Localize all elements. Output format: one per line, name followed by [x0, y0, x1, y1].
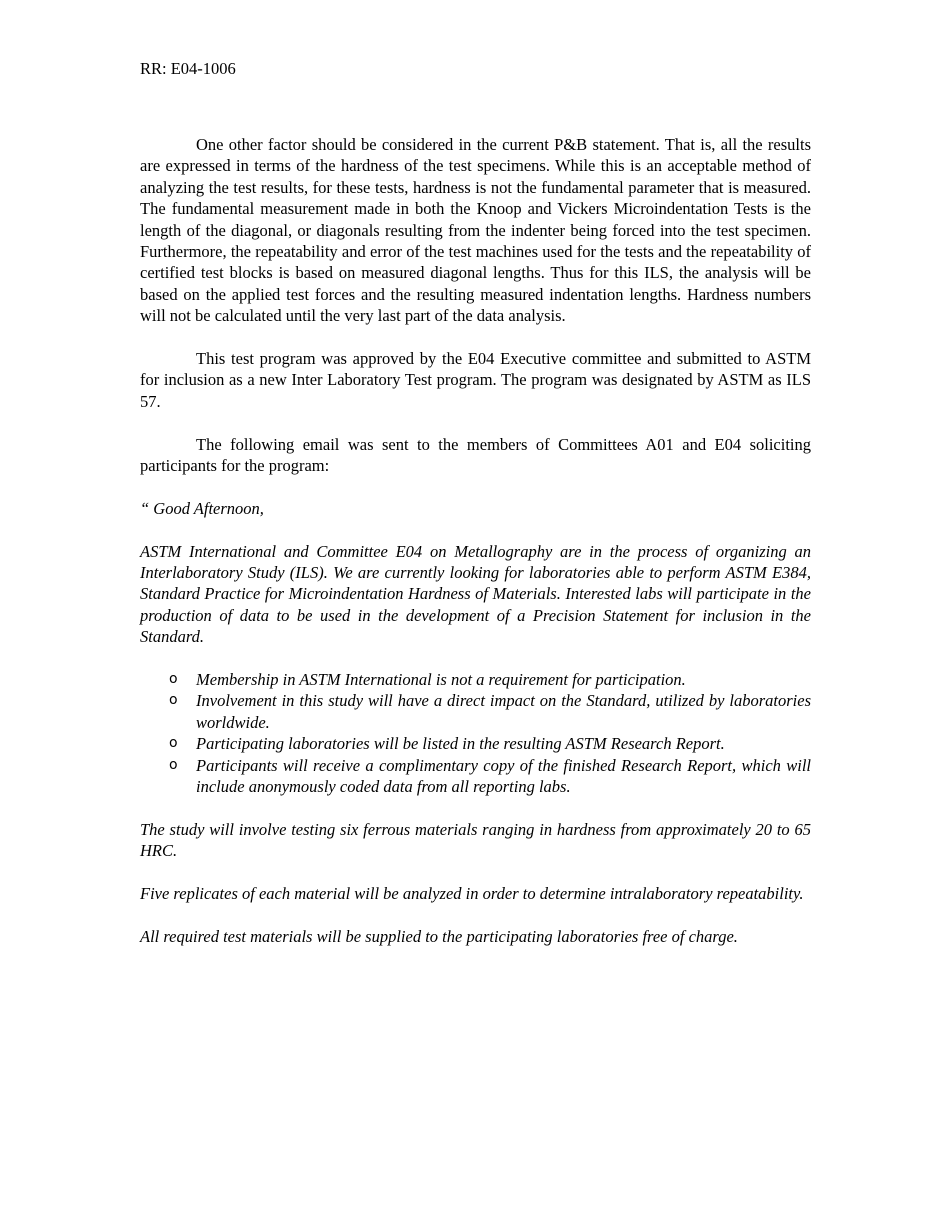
email-bullet-list [140, 669, 811, 797]
list-item [140, 690, 811, 733]
list-item [140, 733, 811, 754]
document-body [140, 134, 811, 969]
email-replicates-paragraph: Five replicates of each material will be analyzed in order to determine intralaboratory repeatability. [140, 884, 804, 904]
list-item [140, 755, 811, 798]
list-item-text: Membership in ASTM International is not a requirement for participation. [196, 670, 686, 690]
email-materials-paragraph: All required test materials will be supplied to the participating laboratories free of charge. [140, 926, 738, 946]
list-item-text: Participating laboratories will be listed in the resulting ASTM Research Report. [196, 734, 725, 754]
bullet-marker: o [169, 756, 178, 773]
list-item-text: Participants will receive a complimentary copy of the finished Research Report, which will include anonymously coded data from all reporting labs. [196, 755, 811, 797]
email-greeting: “ Good Afternoon, [140, 498, 264, 518]
list-item-text: Involvement in this study will have a direct impact on the Standard, utilized by laboratories worldwide. [196, 691, 811, 732]
document-id-header: RR: E04-1006 [140, 59, 236, 78]
email-intro-paragraph: ASTM International and Committee E04 on Metallography are in the process of organizing an Interlaboratory Study (ILS). We are currently looking for laboratories able to perform ASTM E384, Standard Practice for Microindentation Hardness of Materials. Interested labs will participate in the production of data to be used in the development of a Precision Statement for inclusion in the Standard. [140, 541, 811, 647]
paragraph-email-intro: The following email was sent to the members of Committees A01 and E04 soliciting participants for the program: [140, 434, 811, 476]
list-item [140, 669, 811, 690]
bullet-marker: o [169, 735, 178, 752]
paragraph-test-program: This test program was approved by the E04 Executive committee and submitted to ASTM for inclusion as a new Inter Laboratory Test program. The program was designated by ASTM as ILS 57. [140, 349, 811, 411]
bullet-marker: o [169, 692, 178, 709]
email-study-paragraph: The study will involve testing six ferrous materials ranging in hardness from approximately 20 to 65 HRC. [140, 819, 811, 861]
bullet-marker: o [169, 671, 178, 688]
paragraph-pb-statement: One other factor should be considered in the current P&B statement. That is, all the results are expressed in terms of the hardness of the test specimens. While this is an acceptable method of analyzing the test results, for these tests, hardness is not the fundamental parameter that is measured. The fundamental measurement made in both the Knoop and Vickers Microindentation Tests is the length of the diagonal, or diagonals resulting from the indenter being forced into the test specimen. Furthermore, the repeatability and error of the test machines used for the tests and the repeatability of certified test blocks is based on measured diagonal lengths. Thus for this ILS, the analysis will be based on the applied test forces and the resulting measured indentation lengths. Hardness numbers will not be calculated until the very last part of the data analysis. [140, 135, 811, 326]
